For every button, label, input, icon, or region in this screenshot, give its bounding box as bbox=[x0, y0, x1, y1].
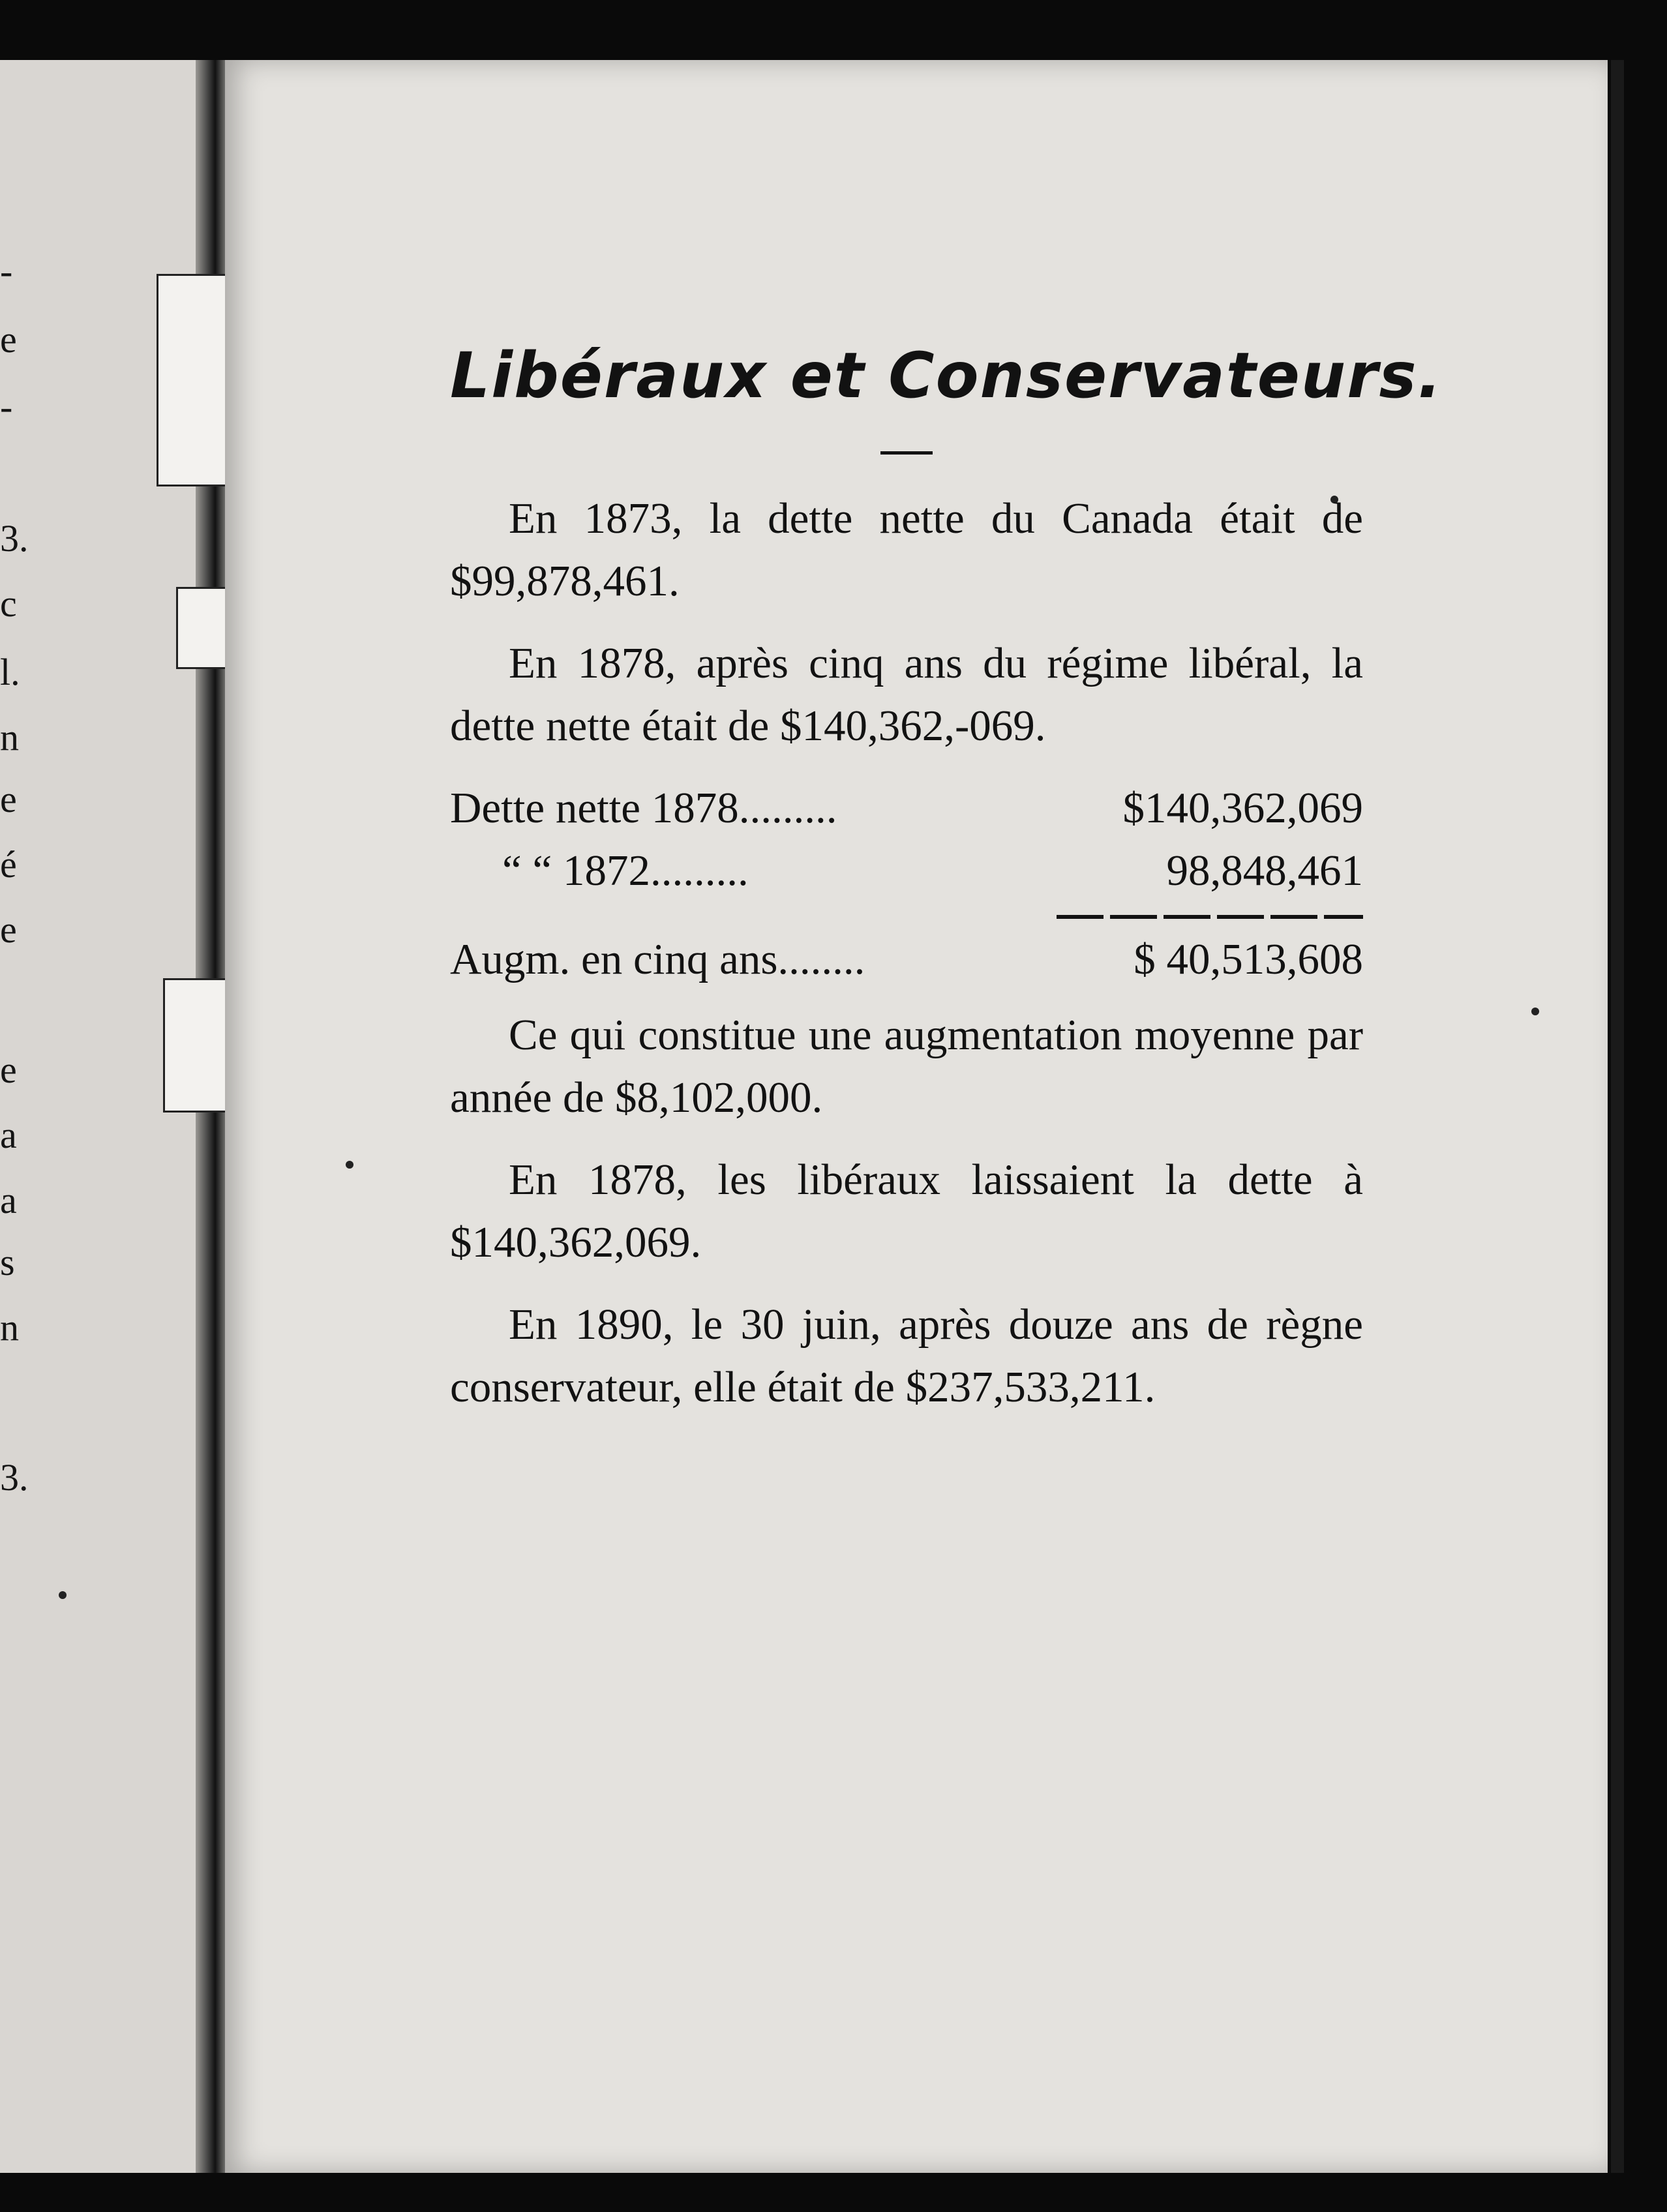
ledger-row-1878 bbox=[450, 777, 1363, 839]
margin-fragment: e bbox=[0, 908, 17, 951]
debt-ledger bbox=[450, 777, 1363, 991]
margin-fragment: - bbox=[0, 250, 13, 292]
margin-fragment: n bbox=[0, 716, 19, 758]
paragraph-1878-liberals: En 1878, les libéraux laissaient la dette à $140,362,069. bbox=[450, 1156, 1363, 1266]
paragraph-1873: En 1873, la dette nette du Canada était de $99,878,461. bbox=[450, 494, 1363, 605]
paragraph-average: Ce qui constitue une augmentation moyenne par année de $8,102,000. bbox=[450, 1011, 1363, 1122]
margin-fragment: - bbox=[0, 385, 13, 428]
page-title: Libéraux et Conservateurs. bbox=[450, 339, 1443, 412]
margin-fragment: e bbox=[0, 318, 17, 361]
sum-rule bbox=[1057, 915, 1363, 919]
margin-fragment: s bbox=[0, 1241, 15, 1283]
ledger-label: “ “ 1872......... bbox=[502, 846, 749, 895]
title-rule bbox=[880, 451, 933, 455]
margin-fragment: l. bbox=[0, 651, 20, 693]
paragraph-1890: En 1890, le 30 juin, après douze ans de règne conservateur, elle était de $237,533,211. bbox=[450, 1300, 1363, 1411]
paragraph-1878-debt: En 1878, après cinq ans du régime libéral, la dette nette était de $140,362,-069. bbox=[450, 639, 1363, 750]
ledger-row-total bbox=[450, 928, 1363, 991]
ledger-amount: 98,848,461 bbox=[1166, 846, 1363, 895]
margin-fragment: 3. bbox=[0, 517, 29, 560]
margin-fragment: é bbox=[0, 843, 17, 886]
ledger-row-1872 bbox=[450, 839, 1363, 902]
ink-speck bbox=[346, 1161, 353, 1169]
margin-fragment: n bbox=[0, 1306, 19, 1349]
ledger-label: Dette nette 1878......... bbox=[450, 784, 837, 832]
page-content bbox=[450, 339, 1443, 1418]
ink-speck bbox=[59, 1591, 67, 1599]
margin-fragment: a bbox=[0, 1114, 17, 1156]
page-edge bbox=[1611, 60, 1624, 2173]
ink-speck bbox=[1531, 1008, 1539, 1015]
margin-fragment: a bbox=[0, 1179, 17, 1221]
margin-fragment: e bbox=[0, 1049, 17, 1091]
ledger-label: Augm. en cinq ans........ bbox=[450, 935, 865, 983]
left-margin-text bbox=[0, 60, 29, 2173]
margin-fragment: 3. bbox=[0, 1456, 29, 1499]
margin-fragment: c bbox=[0, 582, 17, 625]
ledger-amount: $140,362,069 bbox=[1122, 784, 1363, 832]
ledger-amount: $ 40,513,608 bbox=[1134, 935, 1363, 983]
margin-fragment: e bbox=[0, 778, 17, 820]
